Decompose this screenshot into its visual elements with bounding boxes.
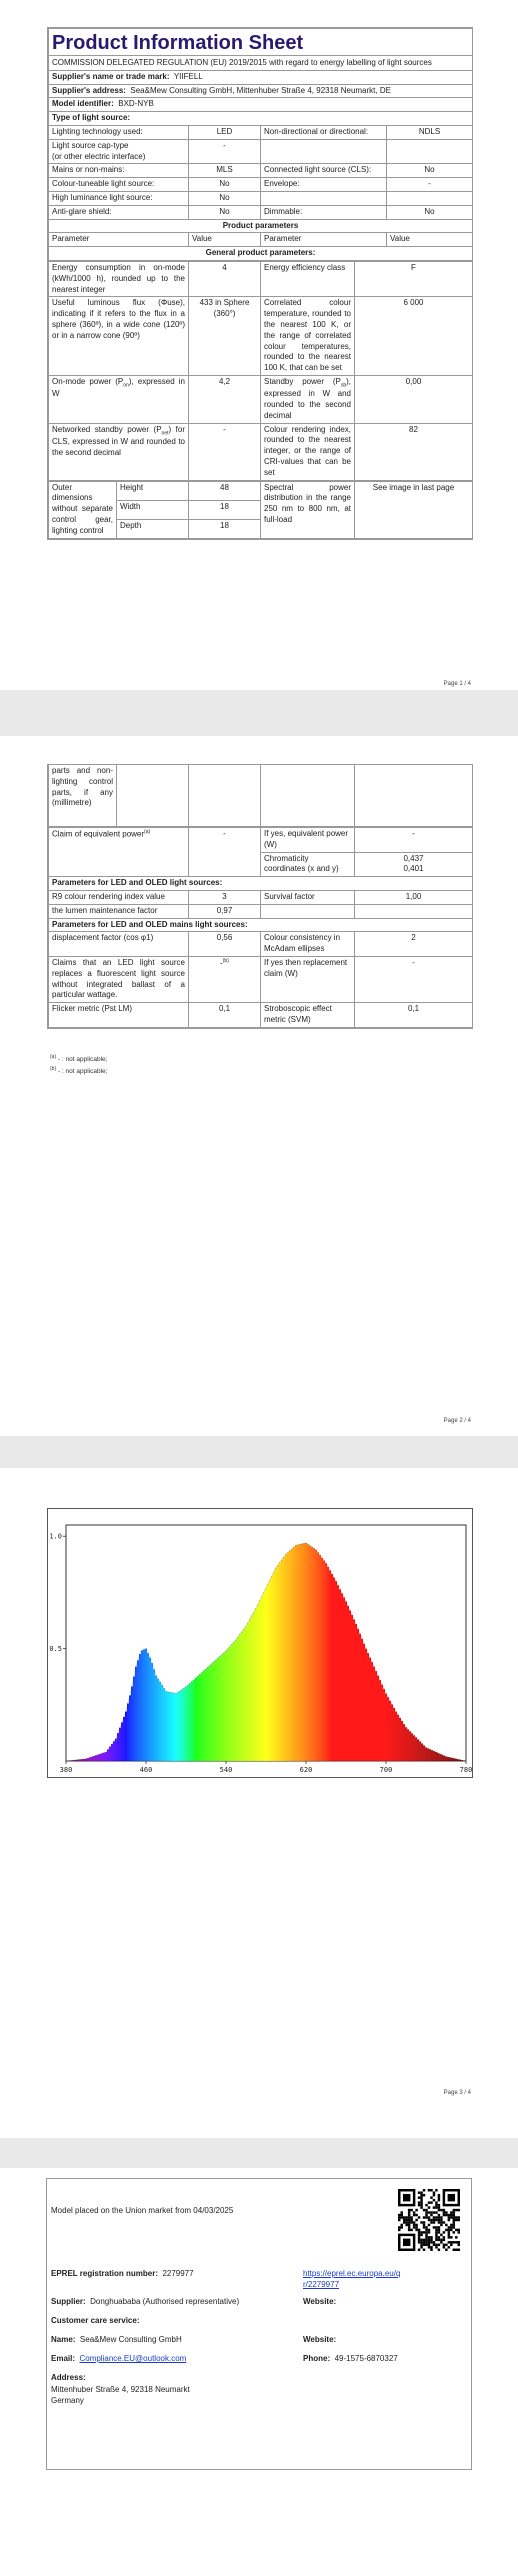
spectrum-bar [253,1612,255,1761]
market-date-text: Model placed on the Union market from 04/03/2025 [51,2206,234,2215]
supplier-row: Supplier: Donghuababa (Authorised representative) [51,2297,240,2306]
spectrum-bar [369,1658,371,1761]
spectrum-bar [337,1585,339,1761]
spectrum-bar [203,1671,205,1761]
x-tick-label: 700 [379,1766,393,1774]
equiv-power-label: Claim of equivalent power$^{(a)}$ [49,828,189,877]
spectrum-bar [237,1637,239,1761]
spectrum-bar [161,1685,163,1761]
standby-power-label: Standby power $(P_{sb})$, expressed in W and rounded to the second decimal [261,375,355,423]
spectrum-bar [207,1667,209,1761]
networked-standby-label: Networked standby power $(P_{net})$ for CLS, expressed in W and rounded to the second decimal [49,423,189,480]
luminous-flux-value: 433 in Sphere (360°) [189,297,261,376]
flicker-label: Flicker metric (Pst LM) [49,1003,189,1028]
spectrum-bar [315,1550,317,1761]
spectrum-bar [193,1680,195,1761]
spectrum-bar [325,1563,327,1761]
spectrum-bar [421,1743,423,1761]
x-tick-label: 620 [299,1766,313,1774]
spectrum-bar [137,1660,139,1761]
address-line-2: Germany [51,2396,84,2405]
energy-class-value: F [355,261,473,296]
spectrum-bar [329,1570,331,1761]
spectrum-bar [211,1663,213,1761]
survival-value: 1,00 [355,890,473,904]
spectrum-bar [403,1724,405,1761]
spectrum-bar [419,1741,421,1761]
spectrum-bar [261,1596,263,1761]
spectrum-bar [333,1578,335,1761]
regulation-text: COMMISSION DELEGATED REGULATION (EU) 2019/2015 with regard to energy labelling of light sources [49,56,473,71]
spectrum-bar [307,1544,309,1761]
mains-params-header: Parameters for LED and OLED mains light sources: [49,918,473,932]
claims-value: -$^{(b)}$ [189,956,261,1002]
spectrum-bar [255,1608,257,1761]
depth-value: 18 [189,519,261,538]
customer-care-label: Customer care service: [51,2316,140,2325]
type-row: Lighting technology used: LED Non-directional or directional: NDLS [49,125,473,139]
spectrum-bar [227,1649,229,1761]
spectrum-bar [309,1546,311,1761]
spectrum-bar [343,1597,345,1761]
chromaticity-value: 0,437 0,401 [355,852,473,877]
spectrum-bar [271,1576,273,1761]
energy-class-label: Energy efficiency class [261,261,355,296]
spectrum-bar [367,1653,369,1761]
led-params-header: Parameters for LED and OLED light sources: [49,877,473,891]
eprel-row: EPREL registration number: 2279977 [51,2269,194,2278]
spectrum-bar [169,1692,171,1761]
type-row: High luminance light source: No [49,191,473,205]
page-2 [0,736,518,1436]
spectrum-bar [323,1561,325,1761]
on-mode-power-value: 4,2 [189,375,261,423]
spectral-value: See image in last page [355,481,473,538]
survival-label: Survival factor [261,890,355,904]
page-number: Page 2 / 4 [443,1418,471,1424]
spectrum-bar [303,1543,305,1761]
spectrum-bar [383,1689,385,1761]
outer-dimensions-label: Outer dimensions without separate control gear, lighting control [49,481,117,538]
r9-label: R9 colour rendering index value [49,890,189,904]
spectrum-bar [95,1755,97,1761]
spectrum-bar [123,1717,125,1761]
supplier-address: Sea&Mew Consulting GmbH, Mittenhuber Straße 4, 92318 Neumarkt, DE [130,85,391,95]
lumen-maintenance-value: 0,97 [189,904,261,918]
energy-consumption-value: 4 [189,261,261,296]
spectrum-bar [291,1549,293,1761]
spectrum-bar [105,1752,107,1761]
spectrum-bar [115,1739,117,1761]
width-value: 18 [189,500,261,519]
luminous-flux-label: Useful luminous flux (Φuse), indicating if it refers to the flux in a sphere (360º), in a wide cone (120º) or in a narrow cone (90º) [49,297,189,376]
spectrum-bar [155,1676,157,1761]
type-row: Light source cap-type (or other electric interface) - [49,139,473,164]
footnote-b: $^{(b)}$ - : not applicable; [50,1066,108,1076]
on-mode-power-label: On-mode power $(P_{on})$, expressed in W [49,375,189,423]
spectrum-bar [91,1757,93,1761]
spectrum-bar [379,1680,381,1761]
spectrum-bar [93,1756,95,1761]
address-label: Address: [51,2373,86,2382]
spectrum-bar [441,1755,443,1761]
spectrum-bar [447,1757,449,1761]
spectrum-bar [355,1624,357,1761]
spectrum-bar [287,1552,289,1761]
spectrum-bar [245,1626,247,1761]
spectrum-bar [395,1712,397,1761]
spectrum-bar [297,1545,299,1761]
spectrum-bar [377,1676,379,1761]
spectrum-bar [413,1735,415,1761]
spectrum-bar [427,1748,429,1761]
spectrum-bar [397,1715,399,1761]
spectrum-bar [451,1758,453,1761]
spectrum-bar [277,1565,279,1761]
spectrum-bar [371,1662,373,1761]
spectrum-bar [263,1592,265,1761]
spectrum-bar [269,1580,271,1761]
spectrum-bar [449,1757,451,1761]
spectrum-bar [257,1604,259,1761]
spectrum-bar [101,1753,103,1761]
dimensions-table [48,481,473,539]
spectrum-bar [167,1692,169,1761]
lumen-maintenance-label: the lumen maintenance factor [49,904,189,918]
spectrum-bar [389,1701,391,1761]
spectrum-bar [431,1750,433,1761]
spectrum-bar [319,1555,321,1761]
cct-label: Correlated colour temperature, rounded to the nearest 100 K, or the range of correlated colour temperatures, rounded to the nearest 100 K, that can be set [261,297,355,376]
spectrum-bar [113,1741,115,1761]
model-identifier: BXD-NYB [118,99,154,109]
spectrum-bar [251,1615,253,1761]
spectrum-bar [197,1676,199,1761]
spectrum-bar [187,1685,189,1761]
spectrum-bar [301,1544,303,1761]
colour-consistency-label: Colour consistency in McAdam ellipses [261,932,355,957]
spectrum-bar [305,1543,307,1761]
spectrum-bar [185,1687,187,1761]
type-row: Colour-tuneable light source: No Envelope: - [49,178,473,192]
spectrum-bar [373,1667,375,1761]
spectrum-bar [201,1672,203,1761]
stroboscopic-label: Stroboscopic effect metric (SVM) [261,1003,355,1028]
spectrum-bar [229,1646,231,1761]
spectrum-bar [417,1739,419,1761]
spectrum-bar [139,1654,141,1761]
spectrum-bar [299,1544,301,1761]
spectrum-bar [223,1653,225,1761]
spectrum-bar [125,1712,127,1761]
spectrum-bar [135,1667,137,1761]
spectrum-bar [359,1634,361,1761]
spectrum-bar [221,1654,223,1761]
cri-label: Colour rendering index, rounded to the nearest integer, or the range of CRI-values that can be set [261,423,355,480]
cri-value: 82 [355,423,473,480]
spectrum-bar [405,1727,407,1761]
r9-value: 3 [189,890,261,904]
spectrum-bar [205,1669,207,1761]
spectrum-bar [331,1574,333,1761]
spectrum-bar [339,1589,341,1761]
spectrum-bar [103,1753,105,1761]
height-label: Height [117,481,189,500]
displacement-value: 0,56 [189,932,261,957]
spectrum-bar [259,1600,261,1761]
spectrum-bar [209,1665,211,1761]
spectrum-bar [295,1545,297,1761]
spectrum-bar [233,1642,235,1761]
energy-consumption-label: Energy consumption in on-mode (kWh/1000 h), rounded up to the nearest integer [49,261,189,296]
spectrum-bar [439,1754,441,1761]
spectrum-bar [109,1747,111,1761]
spectrum-bar [191,1681,193,1761]
spectrum-bar [151,1663,153,1761]
spectrum-bar [173,1693,175,1761]
height-value: 48 [189,481,261,500]
depth-label: Depth [117,519,189,538]
website2-label: Website: [303,2335,337,2344]
replacement-label: If yes then replacement claim (W) [261,956,355,1002]
spectrum-bar [183,1688,185,1761]
spectrum-bar [235,1640,237,1761]
spectrum-bar [177,1692,179,1761]
page-1 [0,0,518,690]
product-sheet-table-continued [47,764,473,1029]
spectrum-bar [327,1567,329,1761]
spectrum-bar [351,1615,353,1761]
spectrum-bar [311,1547,313,1761]
spectrum-bar [179,1691,181,1761]
page-number: Page 1 / 4 [443,681,471,687]
spectrum-bar [347,1606,349,1761]
phone-row: Phone: 49-1575-6870327 [303,2354,398,2363]
spectrum-bar [219,1656,221,1761]
spectrum-bar [361,1639,363,1761]
eprel-number: 2279977 [162,2269,194,2278]
spectral-label: Spectral power distribution in the range 250 nm to 800 nm, at full-load [261,481,355,538]
spectral-chart [47,1508,473,1778]
type-header: Type of light source: [49,112,473,126]
spectrum-bar [393,1708,395,1761]
x-tick-label: 460 [139,1766,153,1774]
spectrum-bar [353,1619,355,1761]
spectrum-bar [199,1674,201,1761]
spectrum-bar [143,1650,145,1761]
spectrum-bar [425,1748,427,1761]
spectrum-bar [281,1560,283,1761]
spectrum-bar [275,1568,277,1761]
spectrum-bar [387,1697,389,1761]
spectrum-bar [231,1644,233,1761]
spectrum-bar [171,1693,173,1761]
spectrum-bar [241,1632,243,1761]
spectrum-bar [345,1601,347,1761]
spectrum-bar [117,1733,119,1761]
spectrum-bar [175,1694,177,1761]
spectrum-bar [213,1662,215,1761]
spectrum-bar [399,1718,401,1761]
spectrum-bar [147,1653,149,1761]
spectrum-bar [375,1671,377,1761]
spectrum-bar [157,1679,159,1761]
address-line-1: Mittenhuber Straße 4, 92318 Neumarkt [51,2385,190,2394]
spectrum-bar [131,1686,133,1761]
supplier-name-row: Supplier's name or trade mark: YIIFELL [49,70,473,84]
website-label: Website: [303,2297,337,2306]
general-header: General product parameters: [49,247,473,261]
spectrum-bar [243,1629,245,1761]
type-row: Anti-glare shield: No Dimmable: No [49,205,473,219]
spectrum-bar [111,1744,113,1761]
supplier-address-row: Supplier's address: Sea&Mew Consulting GmbH, Mittenhuber Straße 4, 92318 Neumarkt, DE [49,84,473,98]
spectrum-bar [239,1634,241,1761]
x-tick-label: 540 [219,1766,233,1774]
spectrum-bar [381,1685,383,1761]
spectrum-bar [285,1554,287,1761]
eprel-link[interactable]: https://eprel.ec.europa.eu/qr/2279977 [303,2269,401,2290]
y-tick-label: 1.0 [49,1532,62,1541]
page-number: Page 3 / 4 [443,2090,471,2096]
spectrum-bar [289,1551,291,1761]
spectrum-bar [273,1572,275,1761]
chromaticity-label: Chromaticity coordinates (x and y) [261,852,355,877]
stroboscopic-value: 0,1 [355,1003,473,1028]
params-col-header: Parameter Value Parameter Value [49,233,473,247]
colour-consistency-value: 2 [355,932,473,957]
x-tick-label: 380 [59,1766,73,1774]
spectrum-bar [189,1683,191,1761]
spectral-chart-svg [48,1509,472,1777]
spectrum-bar [437,1753,439,1761]
spectrum-bar [165,1691,167,1761]
ifyes-label: If yes, equivalent power (W) [261,828,355,853]
model-row: Model identifier: BXD-NYB [49,98,473,112]
standby-power-value: 0,00 [355,375,473,423]
spectrum-bar [335,1581,337,1761]
spectrum-bar [385,1694,387,1761]
spectrum-bar [349,1610,351,1761]
spectrum-bar [293,1547,295,1761]
spectrum-bar [149,1658,151,1761]
page-4 [0,2168,518,2560]
name-row: Name: Sea&Mew Consulting GmbH [51,2335,182,2344]
cct-value: 6 000 [355,297,473,376]
spectrum-bar [247,1623,249,1761]
spectrum-bar [217,1658,219,1761]
general-params-table [48,261,473,481]
spectrum-bar [153,1669,155,1761]
spectrum-bar [145,1649,147,1761]
spectrum-bar [429,1749,431,1761]
spectrum-bar [141,1650,143,1761]
page-title: Product Information Sheet [49,29,473,56]
replacement-value: - [355,956,473,1002]
spectrum-bar [265,1588,267,1761]
dimensions-continued: parts and non-lighting control parts, if any (millimetre) [49,765,117,827]
spectrum-bar [433,1751,435,1761]
spectrum-bar [119,1728,121,1761]
spectrum-bar [97,1755,99,1761]
spectrum-bar [409,1731,411,1761]
spectrum-bar [267,1584,269,1761]
spectrum-bar [195,1678,197,1761]
spectrum-bar [225,1651,227,1761]
type-row: Mains or non-mains: MLS Connected light source (CLS): No [49,164,473,178]
equiv-power-value: - [189,828,261,877]
spectrum-bar [445,1757,447,1761]
displacement-label: displacement factor (cos φ1) [49,932,189,957]
spectrum-bar [279,1562,281,1761]
supplier-info-box [46,2178,472,2470]
spectrum-bar [313,1548,315,1761]
claims-label: Claims that an LED light source replaces a fluorescent light source without integrated ballast of a particular wattage. [49,956,189,1002]
spectrum-bar [127,1703,129,1761]
y-tick-label: 0.5 [49,1645,62,1654]
product-sheet-table [47,27,473,540]
spectrum-bar [423,1745,425,1761]
email-row: Email: Compliance.EU@outlook.com [51,2354,187,2363]
spectrum-bar [121,1722,123,1761]
spectrum-bar [363,1644,365,1761]
spectrum-bar [415,1737,417,1761]
spectrum-bar [341,1593,343,1761]
spectrum-bar [163,1688,165,1761]
spectrum-bar [159,1682,161,1761]
supplier-name: YIIFELL [173,71,203,81]
spectrum-bar [215,1660,217,1761]
spectrum-bar [407,1729,409,1761]
spectrum-bar [435,1752,437,1761]
ifyes-value: - [355,828,473,853]
spectrum-bar [401,1721,403,1761]
spectrum-bar [411,1733,413,1761]
qr-code-icon[interactable] [398,2189,460,2251]
flicker-value: 0,1 [189,1003,261,1028]
spectrum-bar [443,1756,445,1761]
params-header: Product parameters [49,219,473,233]
spectrum-bar [129,1695,131,1761]
spectrum-bar [181,1690,183,1761]
width-label: Width [117,500,189,519]
spectrum-bar [321,1558,323,1761]
spectrum-bar [133,1676,135,1761]
spectrum-bar [317,1552,319,1761]
spectrum-bar [357,1629,359,1761]
x-tick-label: 780 [459,1766,472,1774]
spectrum-bar [107,1749,109,1761]
spectrum-bar [283,1557,285,1761]
email-link[interactable]: Compliance.EU@outlook.com [79,2354,187,2363]
footnote-a: $^{(a)}$ - : not applicable; [50,1054,108,1064]
page-3 [0,1468,518,2138]
spectrum-bar [99,1754,101,1761]
spectrum-bar [365,1649,367,1761]
spectrum-bar [249,1619,251,1761]
spectrum-bar [391,1704,393,1761]
networked-standby-value: - [189,423,261,480]
